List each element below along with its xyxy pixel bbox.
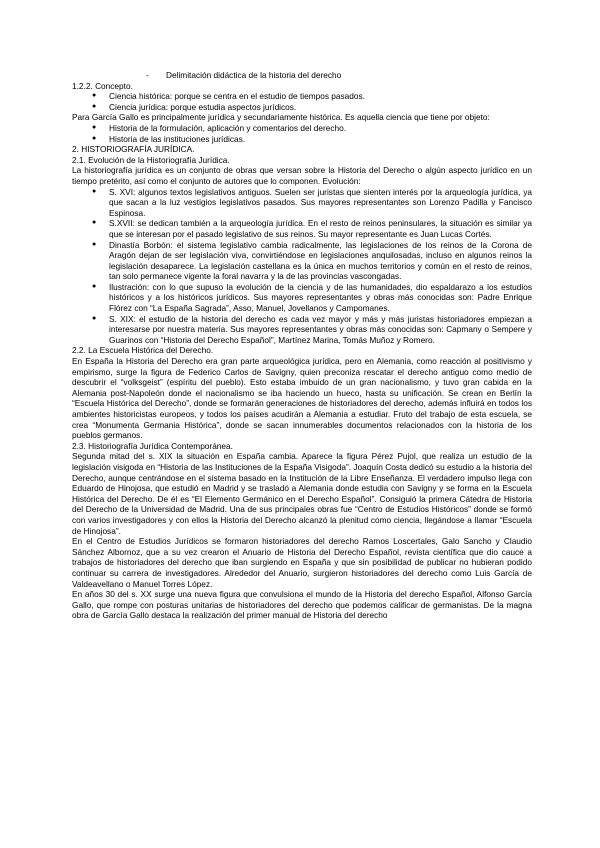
bullet-icon: ●: [92, 219, 97, 227]
dash-marker: -: [146, 70, 149, 80]
dash-list-item: [72, 70, 532, 81]
paragraph-contemporanea-1: Segunda mitad del s. XIX la situación en España cambia. Aparece la figura Pérez Pujol, que realiza un estudio de la legislación visigoda en “Historia de las Instituciones de la España Visigoda”. Joaquín Costa dedicó su estudio a la historia del Derecho, aunque centrándose en el sistema basado en la Institución de la Libre Enseñanza. El verdadero impulso llega con Eduardo de Hinojosa, que estudió en Madrid y se trasladó a Alemania donde estudia con Savigny y se forma en la Escuela Histórica del Derecho. De él es “El Elemento Germánico en el Derecho Español”. Consiguió la primera Cátedra de Historia del Derecho de la Universidad de Madrid. Una de sus principales obras fue “Centro de Estudios Históricos” donde se formó con varios investigadores y con ellos la Historia del Derecho alcanzó la plenitud como ciencia, llegándose a llamar “Escuela de Hinojosa”.: [72, 451, 532, 536]
list-item-text: S.XVII: se dedican también a la arqueología jurídica. En el resto de reinos peninsulares, la situación es similar ya que se interesan por el pasado legislativo de sus reinos. Su mayor representante es Juan Lucas Cortés.: [109, 218, 532, 239]
evolution-list: [72, 187, 532, 346]
bullet-icon: ●: [92, 314, 97, 322]
section-heading-2-1: 2.1. Evolución de la Historiografía Jurídica.: [72, 154, 230, 165]
list-item: [72, 102, 532, 113]
list-item: [72, 314, 532, 346]
paragraph-historiografia-intro: La historiografía jurídica es un conjunto de obras que versan sobre la Historia del Derecho o algún aspecto jurídico en un tiempo pretérito, así como el conjunto de autores que lo componen. Evolución:: [72, 165, 532, 186]
list-item-text: S. XVI: algunos textos legislativos antiguos. Suelen ser juristas que sienten interés por la arqueología jurídica, ya que sacan a la luz vestigios legislativos pasados. Sus mayores representantes son Lorenzo Padilla y Fancisco Espinosa.: [109, 186, 532, 218]
dash-item-text: Delimitación didáctica de la historia del derecho: [166, 70, 342, 80]
section-heading-2: 2. HISTORIOGRAFÍA JURÍDICA.: [72, 144, 195, 155]
object-list: [72, 123, 532, 144]
list-item-text: Ciencia jurídica: porque estudia aspectos jurídicos.: [109, 101, 297, 112]
paragraph-escuela-historica: En España la Historia del Derecho era gran parte arqueológica jurídica, pero en Alemania, como reacción al positivismo y empirismo, surge la figura de Federico Carlos de Savigny, quien preconiza rescatar el derecho antiguo como medio de descubrir el “volksgeist” (espíritu del pueblo). Esto estaba imbuido de un gran nacionalismo, y tuvo gran cabida en la Alemania post-Napoleón donde el nacionalismo se iba haciendo un hueco, hasta su unificación. Se crean en Berlín la “Escuela Histórica del Derecho”, donde se formarán generaciones de historiadores del derecho, además influirá en todos los ambientes historicistas europeos, y todos los países acudirán a Alemania a estudiar. Fruto del trabajo de esta escuela, se crea “Monumenta Germania Histórica”, donde se sacan innumerables documentos relacionados con la historia de los pueblos germanos.: [72, 356, 532, 441]
list-item: [72, 91, 532, 102]
bullet-icon: ●: [92, 92, 97, 100]
bullet-icon: ●: [92, 240, 97, 248]
list-item: [72, 218, 532, 239]
list-item: [72, 134, 532, 145]
paragraph-contemporanea-3: En años 30 del s. XX surge una nueva figura que convulsiona el mundo de la Historia del derecho Español, Alfonso García Gallo, que rompe con posturas unitarias de historiadores del derecho que podemos calificar de germanistas. De la magna obra de García Gallo destaca la realización del primer manual de Historia del derecho: [72, 589, 532, 621]
list-item-text: Ciencia histórica: porque se centra en el estudio de tiempos pasados.: [109, 91, 365, 102]
document-page: [72, 70, 532, 621]
bullet-icon: ●: [92, 282, 97, 290]
concept-list: [72, 91, 532, 112]
section-heading-2-3: 2.3. Historiografía Jurídica Contemporánea.: [72, 440, 233, 451]
bullet-icon: ●: [92, 134, 97, 142]
list-item-text: Historia de la formulación, aplicación y comentarios del derecho.: [109, 122, 347, 133]
bullet-icon: ●: [92, 102, 97, 110]
list-item-text: Dinastía Borbón: el sistema legislativo cambia radicalmente, las legislaciones de los reinos de la Corona de Aragón dejan de ser legislación viva, convirtiéndose en legislaciones anquilosadas, incluso en algunos reinos la legislación desaparece. La legislación castellana es la única en muchos territorios y común en el resto de reinos, tan solo permanece vigente la foral navarra y la de las provincias vascongadas.: [109, 239, 532, 282]
list-item: [72, 187, 532, 219]
list-item: [72, 240, 532, 282]
section-heading-2-2: 2.2. La Escuela Histórica del Derecho.: [72, 345, 214, 356]
list-item-text: Ilustración: con lo que supuso la evolución de la ciencia y de las humanidades, dio espaldarazo a los estudios históricos y a los históricos jurídicos. Sus mayores representantes y obras más conocidas son: Padre Enrique Flórez con “La España Sagrada”, Asso, Manuel, Jovellanos y Campomanes.: [109, 281, 532, 314]
list-item: [72, 123, 532, 134]
list-item-text: S. XIX: el estudio de la historia del derecho es cada vez mayor y más y más juristas historiadores empiezan a interesarse por nuestra materia. Sus mayores representantes y obras más conocidas son: Capmany o Sempere y Guarinos con “Historia del Derecho Español”, Martínez Marina, Tomás Muñoz y Romero.: [109, 313, 532, 345]
bullet-icon: ●: [92, 123, 97, 131]
list-item-text: Historia de las instituciones jurídicas.: [109, 133, 246, 144]
paragraph-contemporanea-2: En el Centro de Estudios Jurídicos se formaron historiadores del derecho Ramos Loscertales, Galo Sancho y Claudio Sánchez Albornoz, que a su vez crearon el Anuario de Historia del Derecho Español, revista científica que dio cauce a trabajos de historiadores del derecho que iban surgiendo en España y que sin posibilidad de publicar no hubieran podido continuar su carrera de investigadores. Alrededor del Anuario, surgieron historiadores del derecho como Luis García de Valdeavellano o Manuel Torres López.: [72, 536, 532, 589]
section-heading-1-2-2: 1.2.2. Concepto.: [72, 80, 133, 91]
paragraph-garcia-gallo: Para García Gallo es principalmente jurídica y secundariamente histórica. Es aquella ciencia que tiene por objeto:: [72, 112, 490, 123]
list-item: [72, 282, 532, 314]
bullet-icon: ●: [92, 187, 97, 195]
